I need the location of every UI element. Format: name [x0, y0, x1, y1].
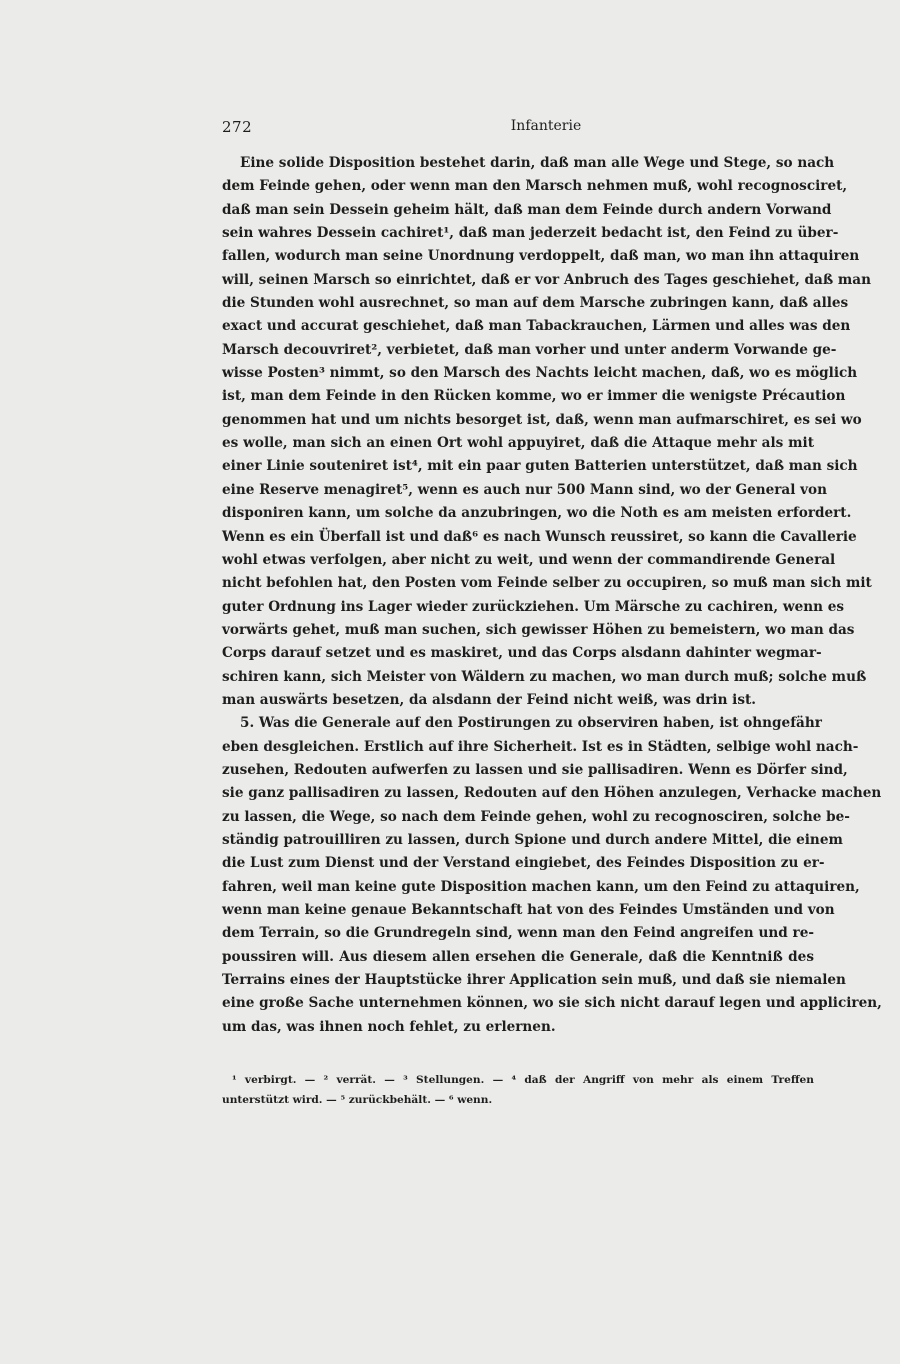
footnote-line: unterstützt wird. — ⁵ zurückbehält. — ⁶ wenn. — [222, 1094, 493, 1106]
text-line: Corps darauf setzet und es maskiret, und das Corps alsdann dahinter wegmar- — [222, 645, 822, 662]
text-line: disponiren kann, um solche da anzubringen, wo die Noth es am meisten erfordert. — [222, 505, 852, 522]
text-line: zu lassen, die Wege, so nach dem Feinde gehen, wohl zu recognosciren, solche be- — [222, 808, 850, 825]
text-line: guter Ordnung ins Lager wieder zurückziehen. Um Märsche zu cachiren, wenn es — [222, 598, 845, 615]
text-line: sie ganz pallisadiren zu lassen, Redouten auf den Höhen anzulegen, Verhacke machen — [222, 785, 882, 802]
text-line: es wolle, man sich an einen Ort wohl appuyiret, daß die Attaque mehr als mit — [222, 435, 814, 452]
text-line: dem Feinde gehen, oder wenn man den Marsch nehmen muß, wohl recognosciret, — [222, 178, 848, 195]
text-line: einer Linie souteniret ist⁴, mit ein paar guten Batterien unterstützet, daß man sich — [222, 458, 858, 475]
text-line: um das, was ihnen noch fehlet, zu erlernen. — [222, 1018, 556, 1035]
text-line: Marsch decouvriret², verbietet, daß man vorher und unter anderm Vorwande ge- — [222, 341, 837, 358]
text-line: eine große Sache unternehmen können, wo sie sich nicht darauf legen und appliciren, — [222, 995, 882, 1012]
text-line: man auswärts besetzen, da alsdann der Feind nicht weiß, was drin ist. — [222, 691, 757, 708]
text-line: fahren, weil man keine gute Disposition machen kann, um den Feind zu attaquiren, — [222, 878, 860, 895]
text-line: daß man sein Dessein geheim hält, daß man dem Feinde durch andern Vorwand — [222, 201, 832, 218]
text-line: eben desgleichen. Erstlich auf ihre Sicherheit. Ist es in Städten, selbige wohl nach- — [222, 738, 859, 755]
text-line: die Stunden wohl ausrechnet, so man auf dem Marsche zubringen kann, daß alles — [222, 295, 849, 312]
running-title: Infanterie — [510, 118, 582, 134]
page-number: 272 — [222, 118, 253, 136]
text-line: will, seinen Marsch so einrichtet, daß er vor Anbruch des Tages geschiehet, daß man — [222, 271, 872, 288]
text-line: Wenn es ein Überfall ist und daß⁶ es nach Wunsch reussiret, so kann die Cavallerie — [222, 528, 857, 545]
text-line: ständig patrouilliren zu lassen, durch Spione und durch andere Mittel, die einem — [222, 831, 843, 848]
text-line: wisse Posten³ nimmt, so den Marsch des Nachts leicht machen, daß, wo es möglich — [222, 365, 858, 382]
text-line: schiren kann, sich Meister von Wäldern zu machen, wo man durch muß; solche muß — [222, 668, 867, 685]
text-line: nicht befohlen hat, den Posten vom Feinde selber zu occupiren, so muß man sich mit — [222, 575, 872, 592]
text-line: fallen, wodurch man seine Unordnung verdoppelt, daß man, wo man ihn attaquiren — [222, 248, 860, 265]
text-line: wenn man keine genaue Bekanntschaft hat von des Feindes Umständen und von — [222, 902, 835, 918]
footnotes — [222, 1070, 814, 1110]
text-line: exact und accurat geschiehet, daß man Tabackrauchen, Lärmen und alles was den — [222, 318, 851, 335]
page-header — [222, 118, 814, 142]
text-line: die Lust zum Dienst und der Verstand eingiebet, des Feindes Disposition zu er- — [222, 855, 825, 872]
text-line: poussiren will. Aus diesem allen ersehen die Generale, daß die Kenntniß des — [222, 948, 814, 965]
body-text — [222, 152, 882, 1039]
text-line: zusehen, Redouten aufwerfen zu lassen und sie pallisadiren. Wenn es Dörfer sind, — [222, 761, 848, 778]
text-line: genommen hat und um nichts besorget ist, daß, wenn man aufmarschiret, es sei wo — [222, 411, 862, 428]
text-line: Eine solide Disposition bestehet darin, daß man alle Wege und Stege, so nach — [240, 155, 835, 171]
footnote-line: ¹ verbirgt. — ² verrät. — ³ Stellungen. — ⁴ daß der Angriff von mehr als einem Treffen — [232, 1074, 814, 1086]
text-line: vorwärts gehet, muß man suchen, sich gewisser Höhen zu bemeistern, wo man das — [222, 621, 855, 638]
text-line: 5. Was die Generale auf den Postirungen zu observiren haben, ist ohngefähr — [240, 715, 822, 732]
text-line: Terrains eines der Hauptstücke ihrer Application sein muß, und daß sie niemalen — [222, 972, 846, 989]
text-line: eine Reserve menagiret⁵, wenn es auch nur 500 Mann sind, wo der General von — [222, 481, 827, 498]
text-line: ist, man dem Feinde in den Rücken komme, wo er immer die wenigste Précaution — [222, 388, 846, 405]
text-line: sein wahres Dessein cachiret¹, daß man jederzeit bedacht ist, den Feind zu über- — [222, 225, 839, 242]
text-line: dem Terrain, so die Grundregeln sind, wenn man den Feind angreifen und re- — [222, 925, 814, 942]
text-line: wohl etwas verfolgen, aber nicht zu weit, und wenn der commandirende General — [222, 551, 836, 568]
